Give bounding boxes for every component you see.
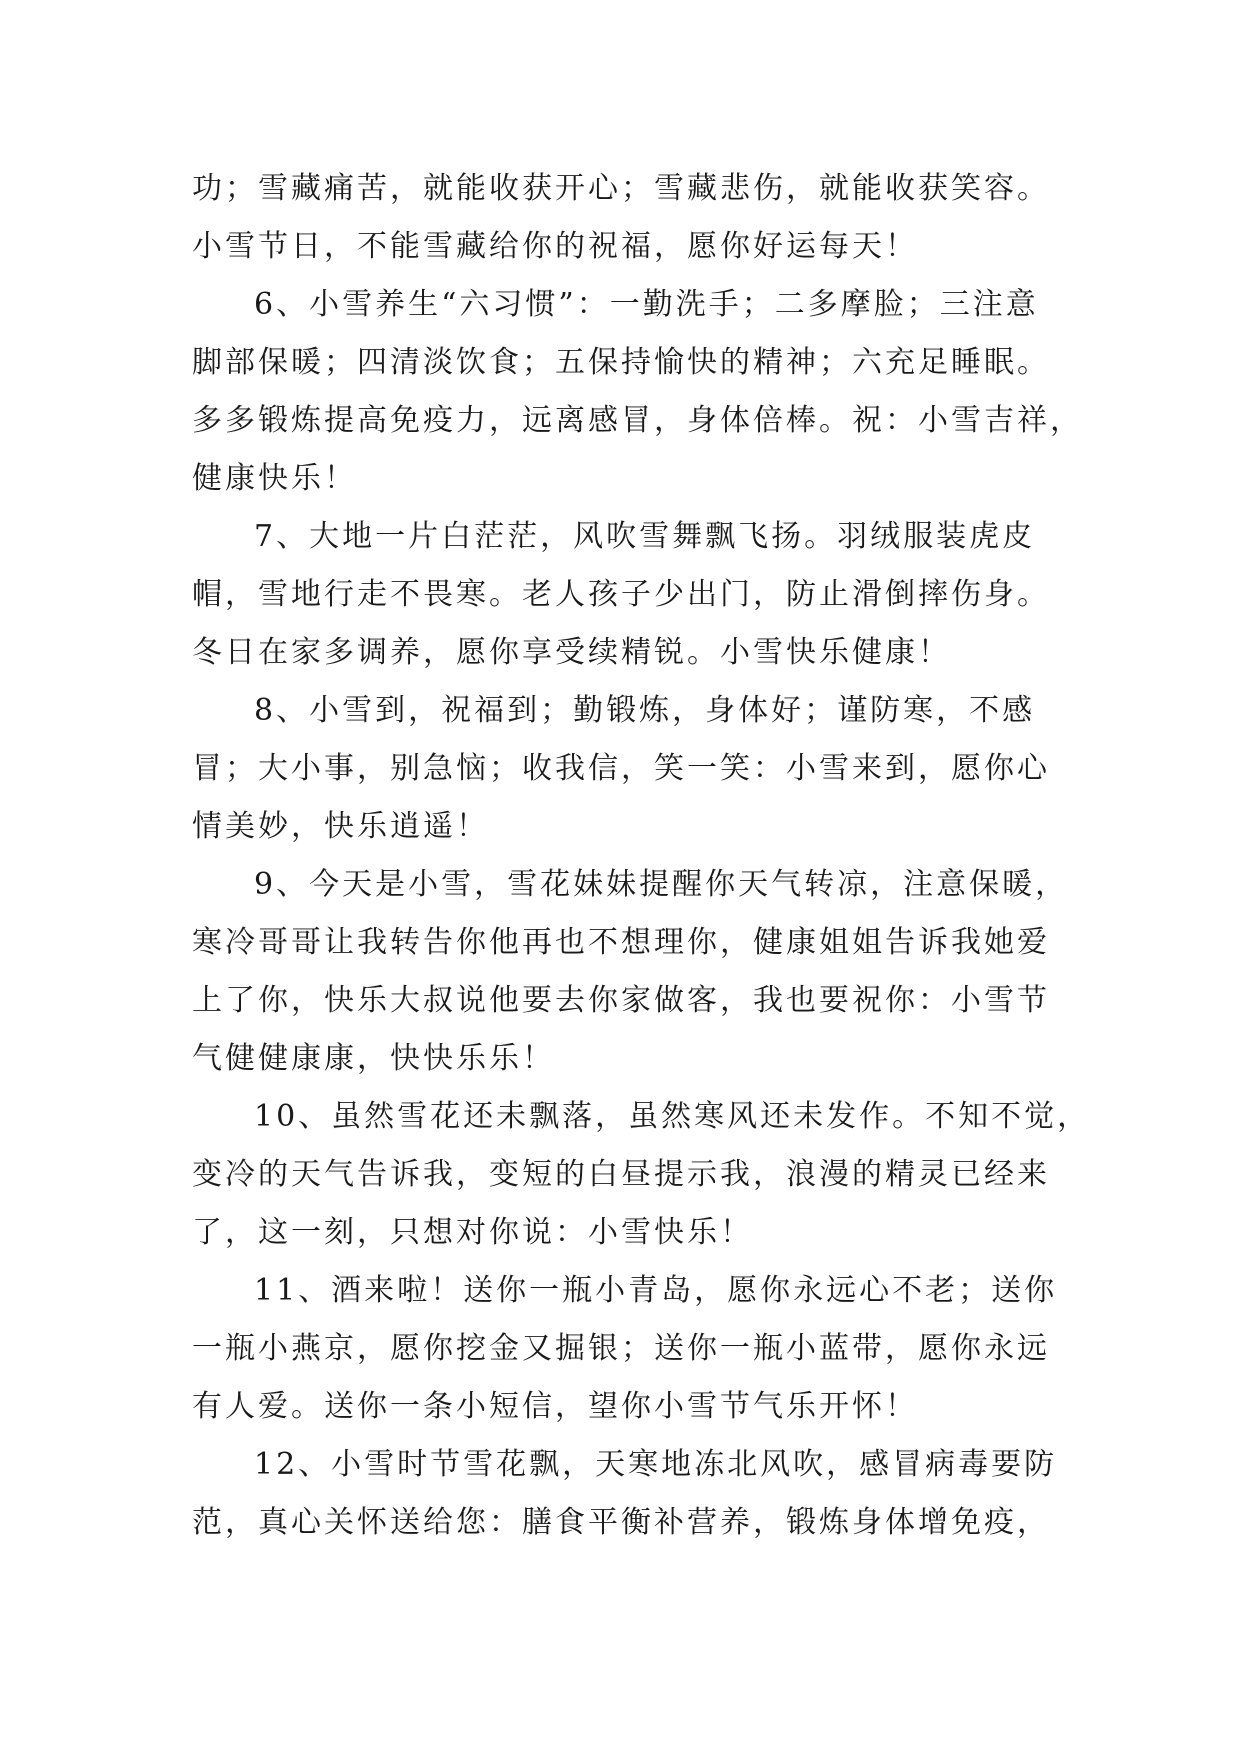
text-line: 寒冷哥哥让我转告你他再也不想理你，健康姐姐告诉我她爱 — [192, 925, 1050, 960]
text-line: 上了你，快乐大叔说他要去你家做客，我也要祝你：小雪节 — [192, 983, 1050, 1018]
text-line: 功；雪藏痛苦，就能收获开心；雪藏悲伤，就能收获笑容。 — [192, 171, 1050, 206]
text-line: 气健健康康，快快乐乐！ — [192, 1041, 555, 1076]
text-line: 7、大地一片白茫茫，风吹雪舞飘飞扬。羽绒服装虎皮 — [254, 519, 1036, 554]
text-line: 范，真心关怀送给您：膳食平衡补营养，锻炼身体增免疫， — [192, 1505, 1050, 1540]
text-line: 了，这一刻，只想对你说：小雪快乐！ — [192, 1215, 753, 1250]
text-line: 10、虽然雪花还未飘落，虽然寒风还未发作。不知不觉， — [254, 1099, 1091, 1134]
text-line: 12、小雪时节雪花飘，天寒地冻北风吹，感冒病毒要防 — [254, 1447, 1058, 1482]
text-line: 情美妙，快乐逍遥！ — [192, 809, 489, 844]
text-line: 多多锻炼提高免疫力，远离感冒，身体倍棒。祝：小雪吉祥， — [192, 403, 1083, 438]
text-line: 脚部保暖；四清淡饮食；五保持愉快的精神；六充足睡眠。 — [192, 345, 1050, 380]
text-line: 一瓶小燕京，愿你挖金又掘银；送你一瓶小蓝带，愿你永远 — [192, 1331, 1050, 1366]
text-line: 6、小雪养生“六习惯”：一勤洗手；二多摩脸；三注意 — [254, 287, 1039, 322]
text-line: 健康快乐！ — [192, 461, 357, 496]
text-line: 变冷的天气告诉我，变短的白昼提示我，浪漫的精灵已经来 — [192, 1157, 1050, 1192]
text-line: 8、小雪到，祝福到；勤锻炼，身体好；谨防寒，不感 — [254, 693, 1036, 728]
text-line: 11、酒来啦！送你一瓶小青岛，愿你永远心不老；送你 — [254, 1273, 1058, 1308]
text-line: 帽，雪地行走不畏寒。老人孩子少出门，防止滑倒摔伤身。 — [192, 577, 1050, 612]
text-line: 小雪节日，不能雪藏给你的祝福，愿你好运每天！ — [192, 229, 918, 264]
text-line: 冒；大小事，别急恼；收我信，笑一笑：小雪来到，愿你心 — [192, 751, 1050, 786]
text-line: 9、今天是小雪，雪花妹妹提醒你天气转凉，注意保暖， — [254, 867, 1069, 902]
text-line: 冬日在家多调养，愿你享受续精锐。小雪快乐健康！ — [192, 635, 951, 670]
text-line: 有人爱。送你一条小短信，望你小雪节气乐开怀！ — [192, 1389, 918, 1424]
document-body — [192, 160, 1091, 1552]
